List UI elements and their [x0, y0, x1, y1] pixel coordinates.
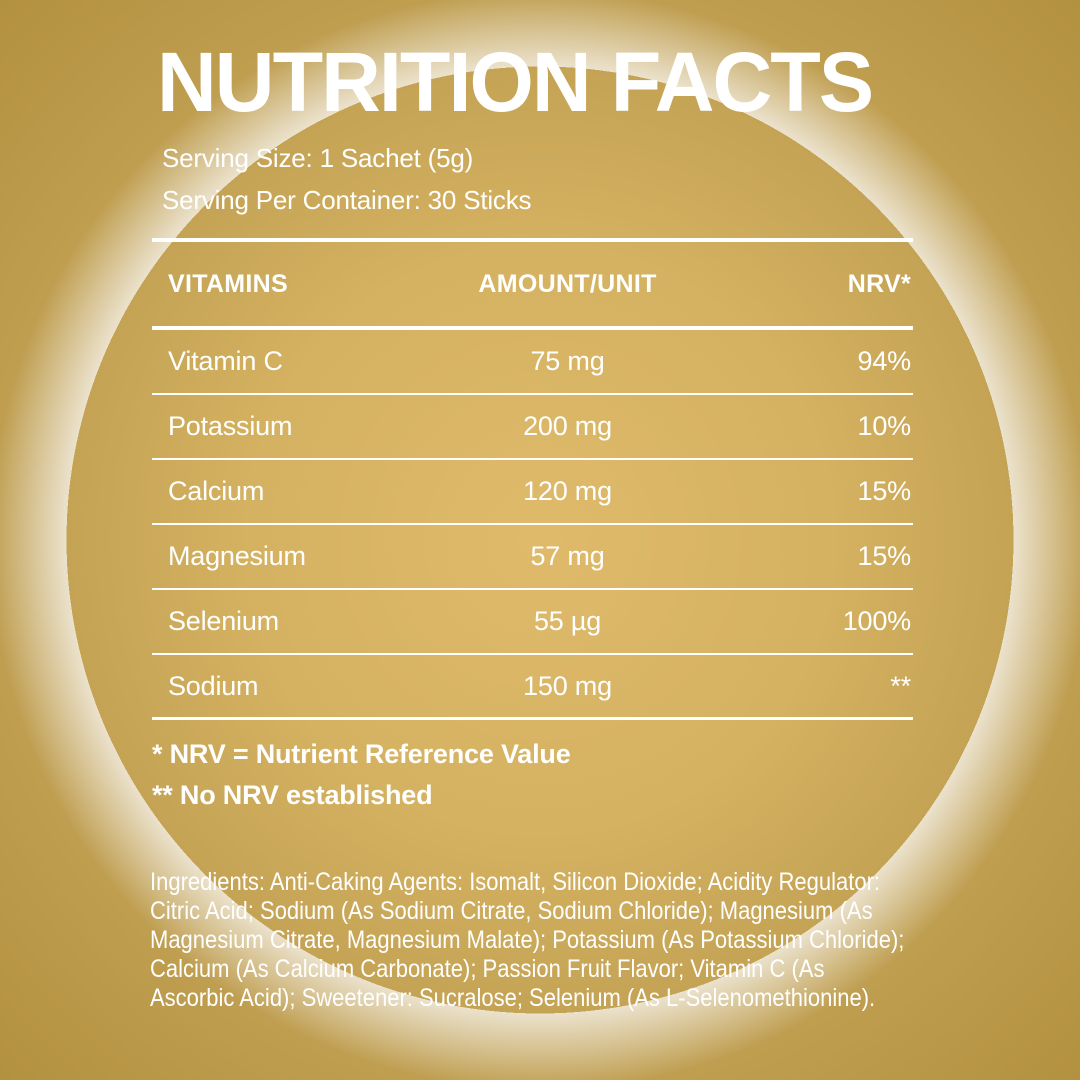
nutrient-amount: 75 mg	[530, 346, 605, 376]
nutrient-nrv: 10%	[857, 411, 911, 441]
nutrition-table	[152, 238, 913, 720]
nutrient-nrv: 94%	[857, 346, 911, 376]
nutrient-amount: 200 mg	[523, 411, 612, 441]
nutrient-name: Sodium	[168, 670, 259, 701]
nutrient-amount: 57 mg	[530, 541, 605, 571]
ingredients-line: Ascorbic Acid); Sweetener: Sucralose; Selenium (As L-Selenomethionine).	[150, 984, 876, 1012]
nutrient-name: Magnesium	[168, 541, 306, 571]
nutrient-amount: 150 mg	[523, 670, 612, 701]
nutrient-amount: 55 µg	[533, 606, 602, 636]
table-row-vitamin-c	[152, 330, 913, 395]
nutrient-nrv: **	[890, 670, 911, 701]
table-header-row	[152, 242, 913, 326]
serving-per-container-text: Serving Per Container: 30 Sticks	[162, 185, 532, 215]
nutrient-nrv: 100%	[842, 606, 911, 636]
nutrient-nrv: 15%	[857, 541, 911, 571]
column-header-amount-unit: AMOUNT/UNIT	[478, 269, 657, 298]
column-header-nrv: NRV*	[847, 269, 911, 298]
table-row-calcium	[152, 460, 913, 525]
ingredients-text	[150, 868, 904, 1013]
serving-size-text: Serving Size: 1 Sachet (5g)	[162, 143, 474, 173]
table-row-sodium	[152, 655, 913, 720]
table-row-selenium	[152, 590, 913, 655]
nutrient-name: Potassium	[168, 411, 293, 441]
ingredients-line: Magnesium Citrate, Magnesium Malate); Potassium (As Potassium Chloride);	[150, 926, 905, 954]
column-header-vitamins: VITAMINS	[168, 269, 288, 298]
footnote-no-nrv: ** No NRV established	[152, 780, 433, 810]
ingredients-line: Citric Acid; Sodium (As Sodium Citrate, Sodium Chloride); Magnesium (As	[150, 897, 873, 925]
nutrient-amount: 120 mg	[523, 476, 612, 506]
nutrient-name: Calcium	[168, 476, 265, 506]
page-title: NUTRITION FACTS	[157, 35, 873, 129]
table-row-potassium	[152, 395, 913, 460]
table-row-magnesium	[152, 525, 913, 590]
footnote-nrv-definition: * NRV = Nutrient Reference Value	[152, 739, 571, 769]
ingredients-line: Ingredients: Anti-Caking Agents: Isomalt, Silicon Dioxide; Acidity Regulator:	[150, 868, 881, 896]
ingredients-line: Calcium (As Calcium Carbonate); Passion Fruit Flavor; Vitamin C (As	[150, 955, 825, 983]
nutrient-name: Selenium	[168, 606, 279, 636]
nutrient-nrv: 15%	[857, 476, 911, 506]
nutrient-name: Vitamin C	[168, 346, 283, 376]
